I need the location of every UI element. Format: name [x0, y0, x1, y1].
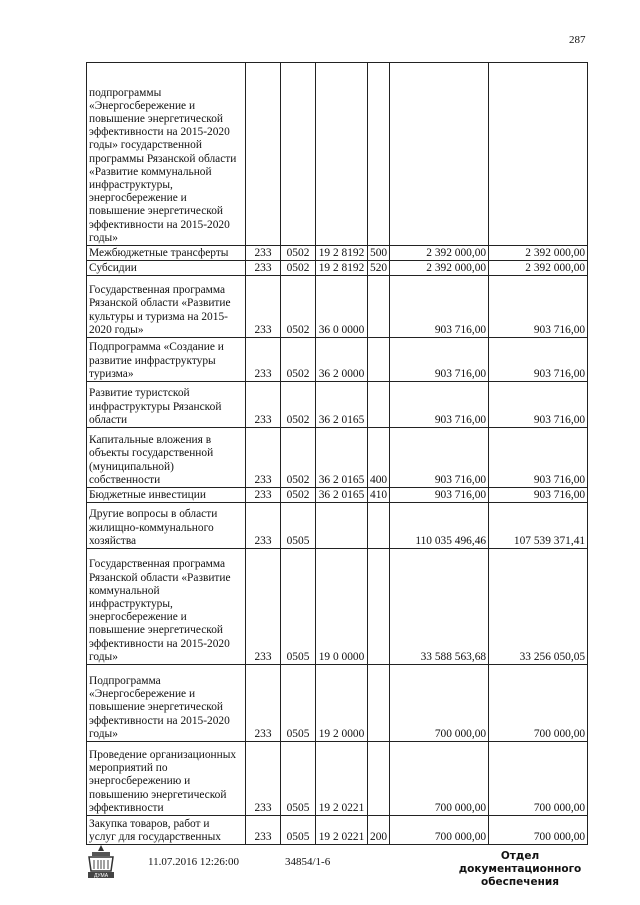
row-name-cell: подпрограммы «Энергосбережение и повышение энергетической эффективности на 2015-2020 годы» государственной программы Рязанской области «Развитие коммунальной инфраструктуры, энергосбережение и повышение энергетической эффективности на 2015-2020 годы»: [87, 63, 246, 246]
row-name-cell: Капитальные вложения в объекты государственной (муниципальной) собственности: [87, 428, 246, 488]
row-target-cell: [316, 63, 368, 246]
row-target-cell: 36 0 0000: [316, 276, 368, 338]
table-row: [87, 338, 588, 382]
row-target-cell: 19 2 8192: [316, 261, 368, 276]
table-row: [87, 816, 588, 845]
row-sum-2017-cell: 700 000,00: [489, 742, 588, 816]
row-type-cell: [368, 665, 390, 742]
row-sum-2016-cell: 700 000,00: [390, 665, 489, 742]
row-target-cell: 19 2 8192: [316, 246, 368, 261]
row-code-cell: 233: [246, 742, 281, 816]
row-section-cell: 0502: [281, 428, 316, 488]
row-name-cell: Государственная программа Рязанской области «Развитие коммунальной инфраструктуры, энергосбережение и повышение энергетической эффективности на 2015-2020 годы»: [87, 549, 246, 665]
row-section-cell: 0505: [281, 742, 316, 816]
row-target-cell: 19 2 0221: [316, 742, 368, 816]
department-label: Отдел документационного обеспечения: [458, 850, 582, 888]
duma-emblem-icon: [84, 843, 118, 883]
row-sum-2017-cell: 903 716,00: [489, 428, 588, 488]
row-target-cell: 19 0 0000: [316, 549, 368, 665]
row-type-cell: 520: [368, 261, 390, 276]
row-sum-2016-cell: [390, 63, 489, 246]
table-row: [87, 276, 588, 338]
row-section-cell: [281, 63, 316, 246]
row-sum-2016-cell: 700 000,00: [390, 742, 489, 816]
table-row: [87, 382, 588, 428]
row-type-cell: 400: [368, 428, 390, 488]
row-name-cell: Развитие туристской инфраструктуры Рязанской области: [87, 382, 246, 428]
table-row: [87, 742, 588, 816]
row-section-cell: 0502: [281, 488, 316, 503]
row-sum-2017-cell: 903 716,00: [489, 338, 588, 382]
row-code-cell: 233: [246, 428, 281, 488]
row-target-cell: 19 2 0221: [316, 816, 368, 845]
row-section-cell: 0505: [281, 816, 316, 845]
row-name-cell: Подпрограмма «Создание и развитие инфраструктуры туризма»: [87, 338, 246, 382]
row-sum-2017-cell: 2 392 000,00: [489, 261, 588, 276]
row-sum-2016-cell: 110 035 496,46: [390, 503, 489, 549]
row-code-cell: [246, 63, 281, 246]
row-section-cell: 0502: [281, 382, 316, 428]
table-row: [87, 63, 588, 246]
row-section-cell: 0505: [281, 665, 316, 742]
row-sum-2016-cell: 2 392 000,00: [390, 261, 489, 276]
row-code-cell: 233: [246, 382, 281, 428]
row-type-cell: [368, 382, 390, 428]
table-row: [87, 246, 588, 261]
row-sum-2016-cell: 2 392 000,00: [390, 246, 489, 261]
row-type-cell: 200: [368, 816, 390, 845]
row-sum-2016-cell: 903 716,00: [390, 382, 489, 428]
table-row: [87, 503, 588, 549]
svg-text:ДУМА: ДУМА: [93, 873, 109, 879]
table-row: [87, 549, 588, 665]
row-target-cell: 36 2 0165: [316, 488, 368, 503]
row-sum-2016-cell: 700 000,00: [390, 816, 489, 845]
row-section-cell: 0502: [281, 261, 316, 276]
row-code-cell: 233: [246, 261, 281, 276]
table-row: [87, 488, 588, 503]
row-name-cell: Государственная программа Рязанской области «Развитие культуры и туризма на 2015- 2020 годы»: [87, 276, 246, 338]
table-row: [87, 665, 588, 742]
row-section-cell: 0505: [281, 549, 316, 665]
row-code-cell: 233: [246, 276, 281, 338]
page-number: 287: [569, 34, 586, 46]
row-section-cell: 0505: [281, 503, 316, 549]
table-row: [87, 261, 588, 276]
row-sum-2017-cell: 700 000,00: [489, 816, 588, 845]
row-type-cell: [368, 742, 390, 816]
row-sum-2017-cell: 2 392 000,00: [489, 246, 588, 261]
footer-doc-number: 34854/1-6: [285, 856, 331, 868]
row-sum-2017-cell: 903 716,00: [489, 382, 588, 428]
row-type-cell: [368, 549, 390, 665]
row-sum-2017-cell: 903 716,00: [489, 488, 588, 503]
row-sum-2016-cell: 903 716,00: [390, 428, 489, 488]
row-target-cell: [316, 503, 368, 549]
footer-department: [440, 850, 600, 889]
row-section-cell: 0502: [281, 338, 316, 382]
row-sum-2017-cell: 33 256 050,05: [489, 549, 588, 665]
row-name-cell: Бюджетные инвестиции: [87, 488, 246, 503]
row-name-cell: Субсидии: [87, 261, 246, 276]
row-code-cell: 233: [246, 338, 281, 382]
row-type-cell: [368, 503, 390, 549]
row-sum-2017-cell: 903 716,00: [489, 276, 588, 338]
row-type-cell: [368, 63, 390, 246]
row-name-cell: Закупка товаров, работ и услуг для государственных: [87, 816, 246, 845]
row-type-cell: [368, 338, 390, 382]
row-target-cell: 36 2 0165: [316, 382, 368, 428]
row-type-cell: 410: [368, 488, 390, 503]
row-name-cell: Подпрограмма «Энергосбережение и повышение энергетической эффективности на 2015-2020 годы»: [87, 665, 246, 742]
row-sum-2016-cell: 33 588 563,68: [390, 549, 489, 665]
row-code-cell: 233: [246, 549, 281, 665]
row-name-cell: Межбюджетные трансферты: [87, 246, 246, 261]
row-sum-2017-cell: [489, 63, 588, 246]
row-code-cell: 233: [246, 488, 281, 503]
row-type-cell: 500: [368, 246, 390, 261]
row-code-cell: 233: [246, 503, 281, 549]
row-section-cell: 0502: [281, 246, 316, 261]
row-target-cell: 19 2 0000: [316, 665, 368, 742]
row-name-cell: Проведение организационных мероприятий по энергосбережению и повышению энергетической эффективности: [87, 742, 246, 816]
row-sum-2016-cell: 903 716,00: [390, 338, 489, 382]
row-sum-2016-cell: 903 716,00: [390, 276, 489, 338]
row-name-cell: Другие вопросы в области жилищно-коммунального хозяйства: [87, 503, 246, 549]
row-target-cell: 36 2 0000: [316, 338, 368, 382]
row-sum-2016-cell: 903 716,00: [390, 488, 489, 503]
budget-table: [86, 62, 588, 845]
table-body: [87, 63, 588, 845]
row-sum-2017-cell: 107 539 371,41: [489, 503, 588, 549]
row-code-cell: 233: [246, 816, 281, 845]
row-target-cell: 36 2 0165: [316, 428, 368, 488]
row-section-cell: 0502: [281, 276, 316, 338]
row-sum-2017-cell: 700 000,00: [489, 665, 588, 742]
row-code-cell: 233: [246, 665, 281, 742]
row-code-cell: 233: [246, 246, 281, 261]
footer-datetime: 11.07.2016 12:26:00: [148, 856, 239, 868]
row-type-cell: [368, 276, 390, 338]
table-row: [87, 428, 588, 488]
